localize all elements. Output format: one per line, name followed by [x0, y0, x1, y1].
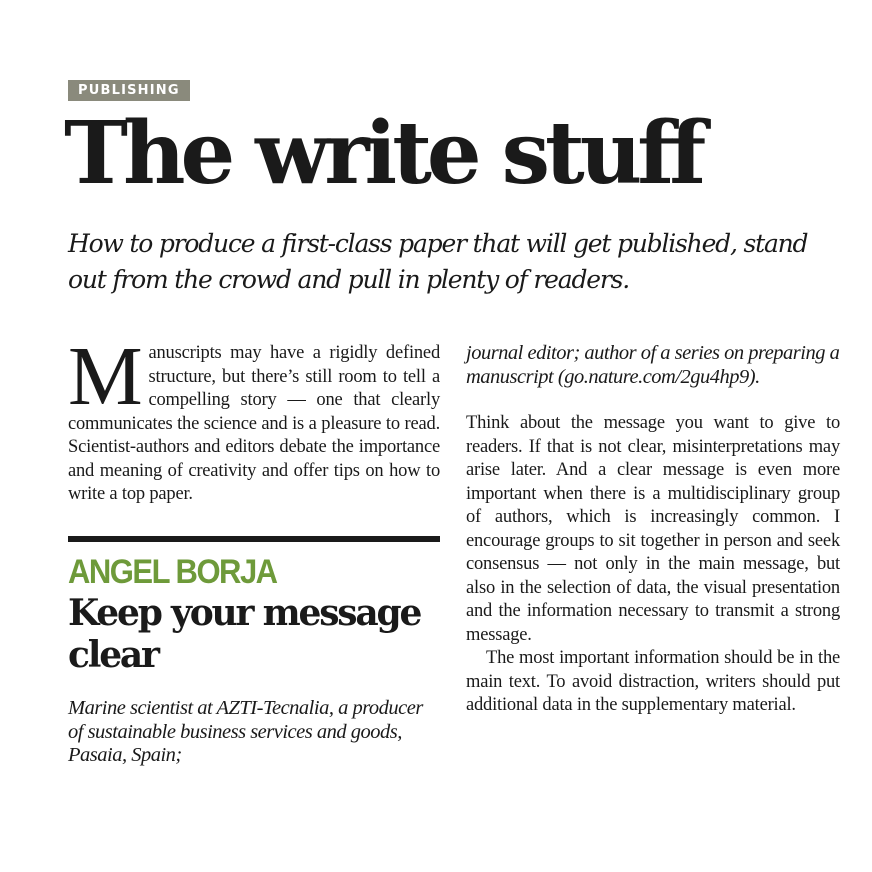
- section-divider: [68, 536, 440, 542]
- drop-cap: M: [68, 330, 143, 423]
- body-paragraph: Think about the message you want to give to readers. If that is not clear, misinterpretations may arise later. And a clear message is even more important when there is a multidisciplinary group of authors, which is increasingly common. I encourage groups to sit together in person and seek consensus — not only in the main message, but also in the selection of data, the visual presentation and the information necessary to transmit a strong message.: [466, 413, 840, 645]
- headline: The write stuff: [64, 103, 702, 204]
- contributor-bio-part1: Marine scientist at AZTI-Tecnalia, a producer of sustainable business services and goods, Pasaia, Spain;: [68, 697, 423, 766]
- intro-text: anuscripts may have a rigidly defined structure, but there’s still room to tell a compelling story — one that clearly communicates the science and is a pleasure to read. Scientist-authors and editors debate the importance and meaning of creativity and offer tips on how to write a top paper.: [68, 343, 440, 504]
- contributor-headline: Keep your message clear: [68, 592, 421, 676]
- contributor-bio-part2: journal editor; author of a series on preparing a manuscript (go.nature.com/2gu4hp9).: [466, 342, 840, 388]
- right-column: [466, 342, 840, 718]
- left-column: [68, 330, 440, 507]
- intro-paragraph: [68, 330, 440, 507]
- contributor-name: ANGEL BORJA: [68, 552, 277, 591]
- body-paragraph: The most important information should be in the main text. To avoid distraction, writers should put additional data in the supplementary material.: [466, 648, 840, 715]
- section-tag: PUBLISHING: [68, 80, 190, 101]
- standfirst: How to produce a first-class paper that will get published, stand out from the crowd and pull in plenty of readers.: [68, 229, 808, 294]
